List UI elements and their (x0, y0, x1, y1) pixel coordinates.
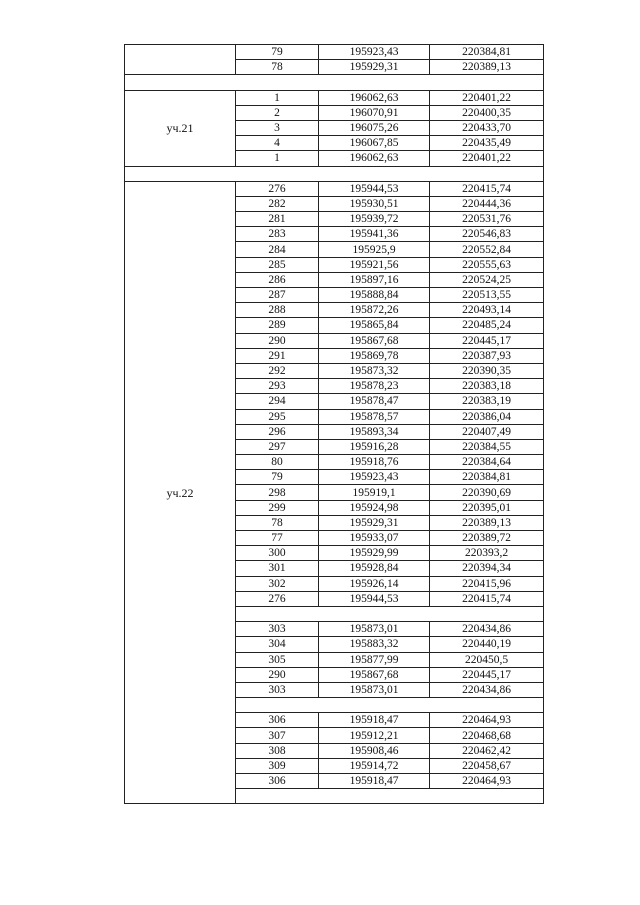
coord-y: 220524,25 (430, 272, 544, 287)
point-number: 308 (236, 743, 319, 758)
coord-x: 195944,53 (319, 591, 430, 606)
coord-y: 220415,74 (430, 181, 544, 196)
point-number: 286 (236, 272, 319, 287)
coord-x: 195918,76 (319, 455, 430, 470)
coord-y: 220450,5 (430, 652, 544, 667)
point-number: 297 (236, 439, 319, 454)
coord-y: 220440,19 (430, 637, 544, 652)
separator-cell (236, 789, 544, 804)
coord-x: 195877,99 (319, 652, 430, 667)
coord-y: 220434,86 (430, 622, 544, 637)
coord-y: 220383,18 (430, 379, 544, 394)
point-number: 288 (236, 303, 319, 318)
point-number: 276 (236, 181, 319, 196)
coord-x: 195933,07 (319, 531, 430, 546)
coord-y: 220435,49 (430, 136, 544, 151)
point-number: 306 (236, 774, 319, 789)
coord-y: 220462,42 (430, 743, 544, 758)
coord-y: 220393,2 (430, 546, 544, 561)
point-number: 304 (236, 637, 319, 652)
point-number: 290 (236, 667, 319, 682)
point-number: 79 (236, 45, 319, 60)
coord-y: 220531,76 (430, 212, 544, 227)
coord-x: 195908,46 (319, 743, 430, 758)
coord-x: 195869,78 (319, 348, 430, 363)
coord-x: 195872,26 (319, 303, 430, 318)
separator-cell (236, 606, 544, 621)
point-number: 78 (236, 515, 319, 530)
point-number: 294 (236, 394, 319, 409)
coord-x: 195883,32 (319, 637, 430, 652)
coord-y: 220445,17 (430, 333, 544, 348)
point-number: 78 (236, 60, 319, 75)
coord-y: 220389,13 (430, 60, 544, 75)
coord-x: 195873,01 (319, 682, 430, 697)
separator-cell (125, 166, 544, 181)
coordinates-table-body (125, 45, 544, 804)
coord-x: 195914,72 (319, 758, 430, 773)
coord-y: 220387,93 (430, 348, 544, 363)
point-number: 276 (236, 591, 319, 606)
point-number: 284 (236, 242, 319, 257)
coord-y: 220493,14 (430, 303, 544, 318)
separator-cell (125, 75, 544, 90)
point-number: 1 (236, 151, 319, 166)
point-number: 301 (236, 561, 319, 576)
point-number: 1 (236, 90, 319, 105)
coord-x: 195893,34 (319, 424, 430, 439)
coord-y: 220415,96 (430, 576, 544, 591)
coord-x: 195941,36 (319, 227, 430, 242)
coord-y: 220464,93 (430, 713, 544, 728)
point-number: 305 (236, 652, 319, 667)
coord-y: 220390,69 (430, 485, 544, 500)
point-number: 281 (236, 212, 319, 227)
separator-row (125, 75, 544, 90)
point-number: 290 (236, 333, 319, 348)
coord-x: 195924,98 (319, 500, 430, 515)
point-number: 296 (236, 424, 319, 439)
point-number: 295 (236, 409, 319, 424)
coord-y: 220401,22 (430, 151, 544, 166)
coord-y: 220434,86 (430, 682, 544, 697)
point-number: 292 (236, 363, 319, 378)
coord-y: 220384,64 (430, 455, 544, 470)
coord-y: 220445,17 (430, 667, 544, 682)
coord-y: 220383,19 (430, 394, 544, 409)
point-number: 303 (236, 682, 319, 697)
point-number: 282 (236, 196, 319, 211)
coord-x: 195923,43 (319, 45, 430, 60)
coord-x: 195912,21 (319, 728, 430, 743)
section-label: уч.22 (125, 181, 236, 804)
point-number: 283 (236, 227, 319, 242)
point-number: 303 (236, 622, 319, 637)
point-number: 285 (236, 257, 319, 272)
point-number: 4 (236, 136, 319, 151)
coord-x: 195925,9 (319, 242, 430, 257)
coord-y: 220552,84 (430, 242, 544, 257)
coord-x: 195944,53 (319, 181, 430, 196)
coord-x: 195916,28 (319, 439, 430, 454)
coord-x: 195930,51 (319, 196, 430, 211)
point-number: 291 (236, 348, 319, 363)
coord-y: 220485,24 (430, 318, 544, 333)
point-number: 300 (236, 546, 319, 561)
coord-y: 220400,35 (430, 105, 544, 120)
coord-y: 220546,83 (430, 227, 544, 242)
point-number: 80 (236, 455, 319, 470)
coord-x: 196062,63 (319, 151, 430, 166)
coordinates-table (124, 44, 544, 804)
coord-y: 220384,55 (430, 439, 544, 454)
coord-y: 220394,34 (430, 561, 544, 576)
separator-cell (236, 698, 544, 713)
coord-x: 195865,84 (319, 318, 430, 333)
coord-x: 195929,31 (319, 515, 430, 530)
point-number: 289 (236, 318, 319, 333)
coord-x: 195921,56 (319, 257, 430, 272)
coord-y: 220555,63 (430, 257, 544, 272)
coord-x: 195878,57 (319, 409, 430, 424)
coord-y: 220444,36 (430, 196, 544, 211)
coord-x: 195888,84 (319, 288, 430, 303)
coord-x: 195867,68 (319, 667, 430, 682)
coord-y: 220433,70 (430, 120, 544, 135)
coord-y: 220389,72 (430, 531, 544, 546)
coord-x: 195918,47 (319, 713, 430, 728)
coord-x: 195878,23 (319, 379, 430, 394)
coord-x: 195926,14 (319, 576, 430, 591)
table-row (125, 45, 544, 60)
coord-x: 195929,31 (319, 60, 430, 75)
point-number: 298 (236, 485, 319, 500)
coord-x: 195928,84 (319, 561, 430, 576)
point-number: 309 (236, 758, 319, 773)
coord-y: 220395,01 (430, 500, 544, 515)
coordinate-document (124, 44, 543, 804)
coord-y: 220384,81 (430, 470, 544, 485)
coord-x: 196075,26 (319, 120, 430, 135)
point-number: 302 (236, 576, 319, 591)
coord-x: 196062,63 (319, 90, 430, 105)
coord-y: 220468,68 (430, 728, 544, 743)
coord-x: 195923,43 (319, 470, 430, 485)
coord-y: 220458,67 (430, 758, 544, 773)
point-number: 77 (236, 531, 319, 546)
coord-x: 195929,99 (319, 546, 430, 561)
point-number: 2 (236, 105, 319, 120)
coord-x: 195918,47 (319, 774, 430, 789)
coord-y: 220386,04 (430, 409, 544, 424)
coord-y: 220401,22 (430, 90, 544, 105)
coord-y: 220407,49 (430, 424, 544, 439)
section-label: уч.21 (125, 90, 236, 166)
coord-x: 195939,72 (319, 212, 430, 227)
coord-y: 220415,74 (430, 591, 544, 606)
coord-y: 220513,55 (430, 288, 544, 303)
point-number: 287 (236, 288, 319, 303)
coord-x: 196070,91 (319, 105, 430, 120)
table-row (125, 181, 544, 196)
coord-x: 195919,1 (319, 485, 430, 500)
coord-y: 220384,81 (430, 45, 544, 60)
section-label (125, 45, 236, 75)
coord-x: 195867,68 (319, 333, 430, 348)
point-number: 299 (236, 500, 319, 515)
point-number: 306 (236, 713, 319, 728)
coord-x: 196067,85 (319, 136, 430, 151)
coord-y: 220389,13 (430, 515, 544, 530)
coord-y: 220390,35 (430, 363, 544, 378)
coord-x: 195878,47 (319, 394, 430, 409)
coord-y: 220464,93 (430, 774, 544, 789)
coord-x: 195897,16 (319, 272, 430, 287)
point-number: 3 (236, 120, 319, 135)
coord-x: 195873,32 (319, 363, 430, 378)
point-number: 293 (236, 379, 319, 394)
point-number: 79 (236, 470, 319, 485)
coord-x: 195873,01 (319, 622, 430, 637)
table-row (125, 90, 544, 105)
separator-row (125, 166, 544, 181)
point-number: 307 (236, 728, 319, 743)
